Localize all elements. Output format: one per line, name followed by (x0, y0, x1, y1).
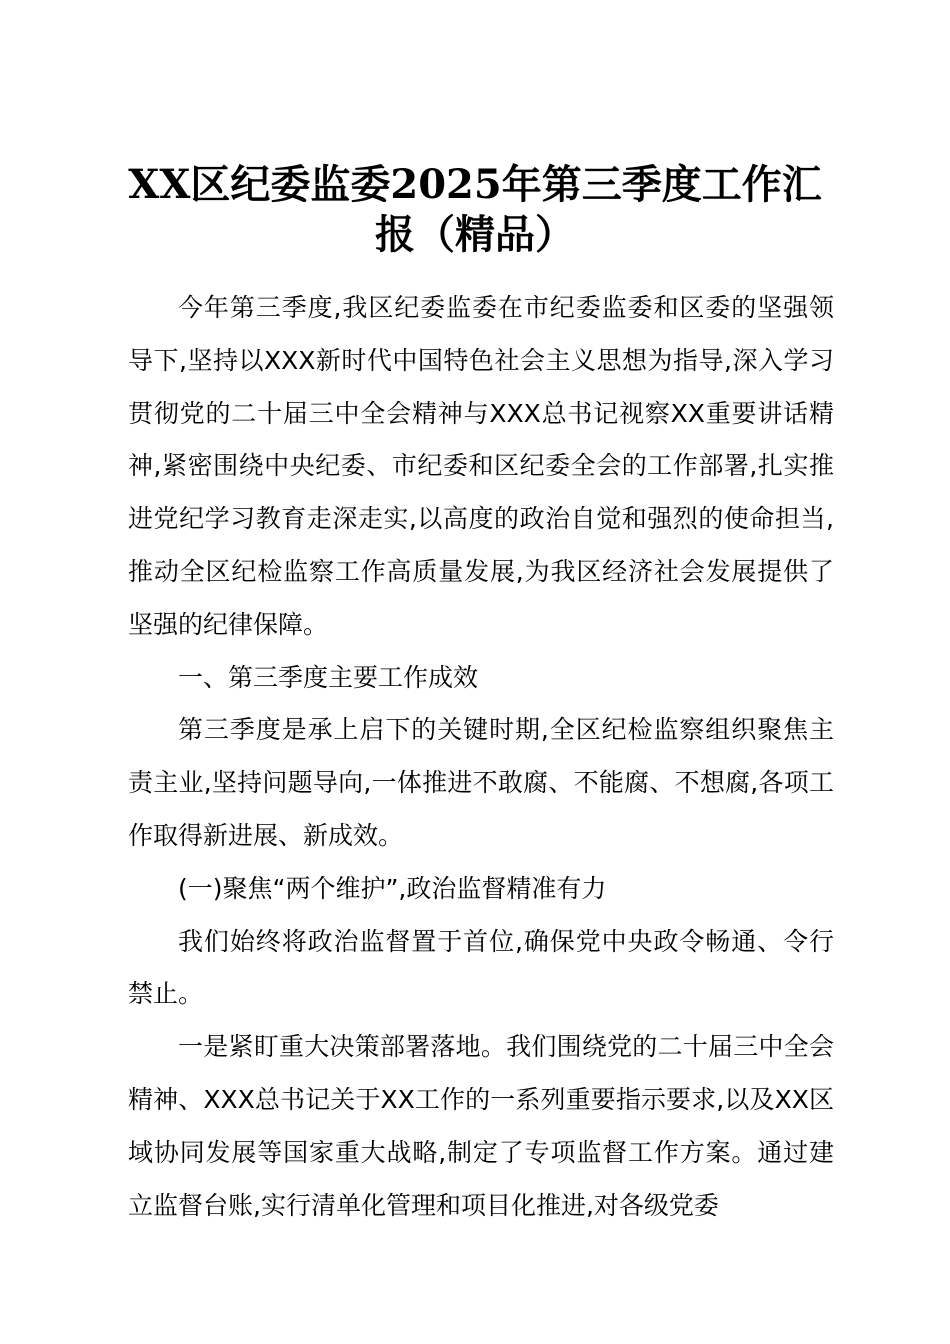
document-title: XX区纪委监委2025年第三季度工作汇报（精品） (128, 161, 822, 258)
paragraph-point-1: 一是紧盯重大决策部署落地。我们围绕党的二十届三中全会精神、XXX总书记关于XX工作的一系列重要指示要求,以及XX区域协同发展等国家重大战略,制定了专项监督工作方案。通过建立监督台账,实行清单化管理和项目化推进,对各级党委 (128, 1032, 834, 1220)
document-body (128, 282, 834, 1232)
paragraph-intro: 今年第三季度,我区纪委监委在市纪委监委和区委的坚强领导下,坚持以XXX新时代中国特色社会主义思想为指导,深入学习贯彻党的二十届三中全会精神与XXX总书记视察XX重要讲话精神,紧密围绕中央纪委、市纪委和区纪委全会的工作部署,扎实推进党纪学习教育走深走实,以高度的政治自觉和强烈的使命担当,推动全区纪检监察工作高质量发展,为我区经济社会发展提供了坚强的纪律保障。 (128, 293, 834, 639)
paragraph-section-1: 第三季度是承上启下的关键时期,全区纪检监察组织聚焦主责主业,坚持问题导向,一体推进不敢腐、不能腐、不想腐,各项工作取得新进展、新成效。 (128, 715, 834, 850)
subsection-heading-1: (一)聚焦“两个维护”,政治监督精准有力 (178, 873, 607, 903)
paragraph-subsection-1: 我们始终将政治监督置于首位,确保党中央政令畅通、令行禁止。 (128, 926, 834, 1009)
section-heading-1: 一、第三季度主要工作成效 (178, 662, 479, 692)
